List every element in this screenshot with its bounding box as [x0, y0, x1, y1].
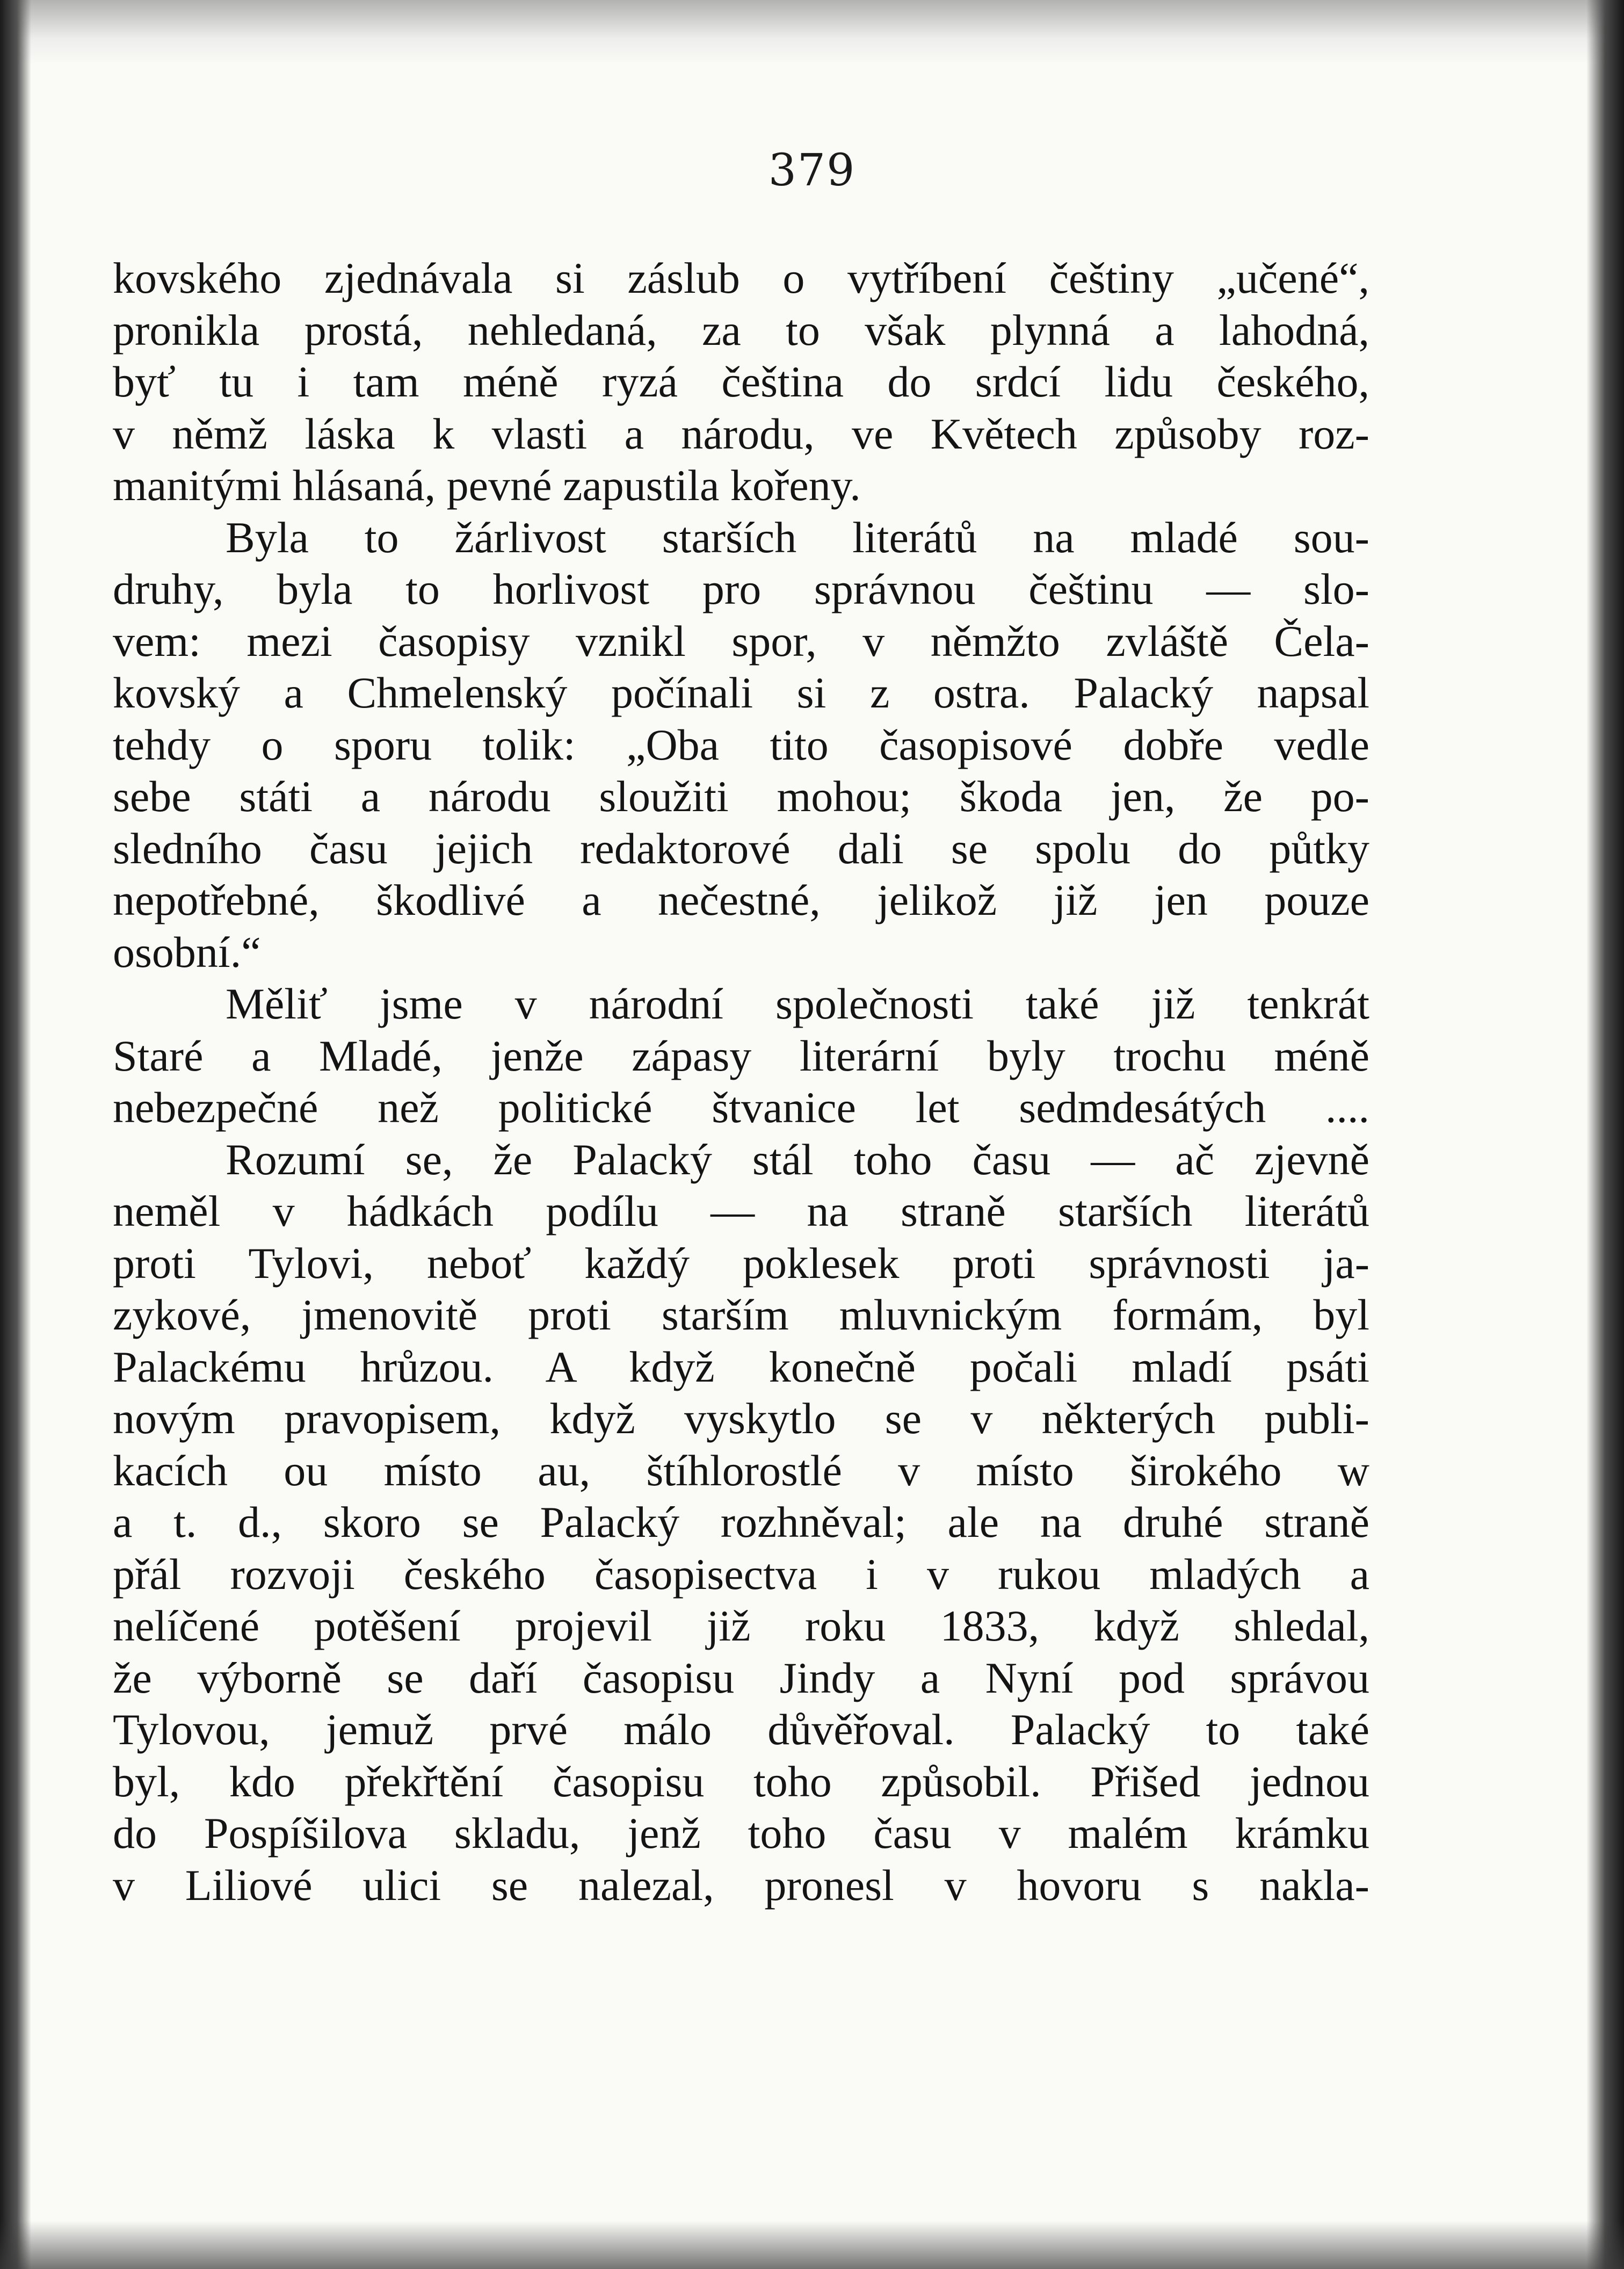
text-line: vem: mezi časopisy vznikl spor, v němžto zvláště Čela-	[113, 616, 1369, 666]
text-line: manitými hlásaná, pevné zapustila kořeny.	[113, 461, 861, 510]
text-line: Palackému hrůzou. A když konečně počali mladí psáti	[113, 1342, 1369, 1391]
text-line: Tylovou, jemuž prvé málo důvěřoval. Palacký to také	[113, 1705, 1369, 1754]
text-line: druhy, byla to horlivost pro správnou češtinu — slo-	[113, 565, 1369, 613]
scan-top-shadow	[0, 0, 1624, 64]
text-line: proti Tylovi, neboť každý poklesek proti správnosti ja-	[113, 1238, 1369, 1288]
text-line: osobní.“	[113, 927, 261, 977]
text-line: nepotřebné, škodlivé a nečestné, jelikož již jen pouze	[113, 876, 1369, 924]
scan-left-edge	[0, 0, 31, 2269]
text-line: v Liliové ulici se nalezal, pronesl v hovoru s nakla-	[113, 1860, 1369, 1910]
body-text	[113, 252, 1369, 1911]
text-line: byl, kdo překřtění časopisu toho způsobil. Přišed jednou	[113, 1757, 1369, 1806]
text-line: Rozumí se, že Palacký stál toho času — ač zjevně	[226, 1134, 1369, 1184]
text-line: tehdy o sporu tolik: „Oba tito časopisové dobře vedle	[113, 720, 1369, 769]
text-line: neměl v hádkách podílu — na straně starších literátů	[113, 1187, 1369, 1235]
scan-bottom-shadow	[0, 2221, 1624, 2269]
text-line: sebe státi a národu sloužiti mohou; škoda jen, že po-	[113, 772, 1369, 821]
text-line: přál rozvoji českého časopisectva i v rukou mladých a	[113, 1549, 1369, 1599]
text-line: že výborně se daří časopisu Jindy a Nyní pod správou	[113, 1653, 1369, 1702]
text-line: kovský a Chmelenský počínali si z ostra. Palacký napsal	[113, 668, 1369, 717]
text-line: Byla to žárlivost starších literátů na mladé sou-	[226, 512, 1369, 562]
text-line: byť tu i tam méně ryzá čeština do srdcí lidu českého,	[113, 357, 1369, 406]
text-line: kovského zjednávala si záslub o vytříbení češtiny „učené“,	[113, 254, 1369, 302]
text-line: kacích ou místo au, štíhlorostlé v místo širokého w	[113, 1446, 1369, 1495]
text-line: sledního času jejich redaktorové dali se spolu do půtky	[113, 823, 1369, 873]
text-line: nelíčené potěšení projevil již roku 1833, když shledal,	[113, 1601, 1369, 1650]
text-line: Staré a Mladé, jenže zápasy literární byly trochu méně	[113, 1031, 1369, 1080]
text-line: Měliť jsme v národní společnosti také již tenkrát	[226, 979, 1369, 1028]
text-line: v němž láska k vlasti a národu, ve Květech způsoby roz-	[113, 409, 1369, 458]
text-line: a t. d., skoro se Palacký rozhněval; ale na druhé straně	[113, 1498, 1369, 1547]
text-line: novým pravopisem, když vyskytlo se v některých publi-	[113, 1394, 1369, 1443]
text-line: zykové, jmenovitě proti starším mluvnickým formám, byl	[113, 1290, 1369, 1339]
scan-right-edge	[1586, 0, 1624, 2269]
text-line: nebezpečné než politické štvanice let sedmdesátých ....	[113, 1083, 1369, 1132]
page-number: 379	[768, 145, 856, 196]
text-line: pronikla prostá, nehledaná, za to však plynná a lahodná,	[113, 305, 1369, 355]
text-line: do Pospíšilova skladu, jenž toho času v malém krámku	[113, 1809, 1369, 1858]
